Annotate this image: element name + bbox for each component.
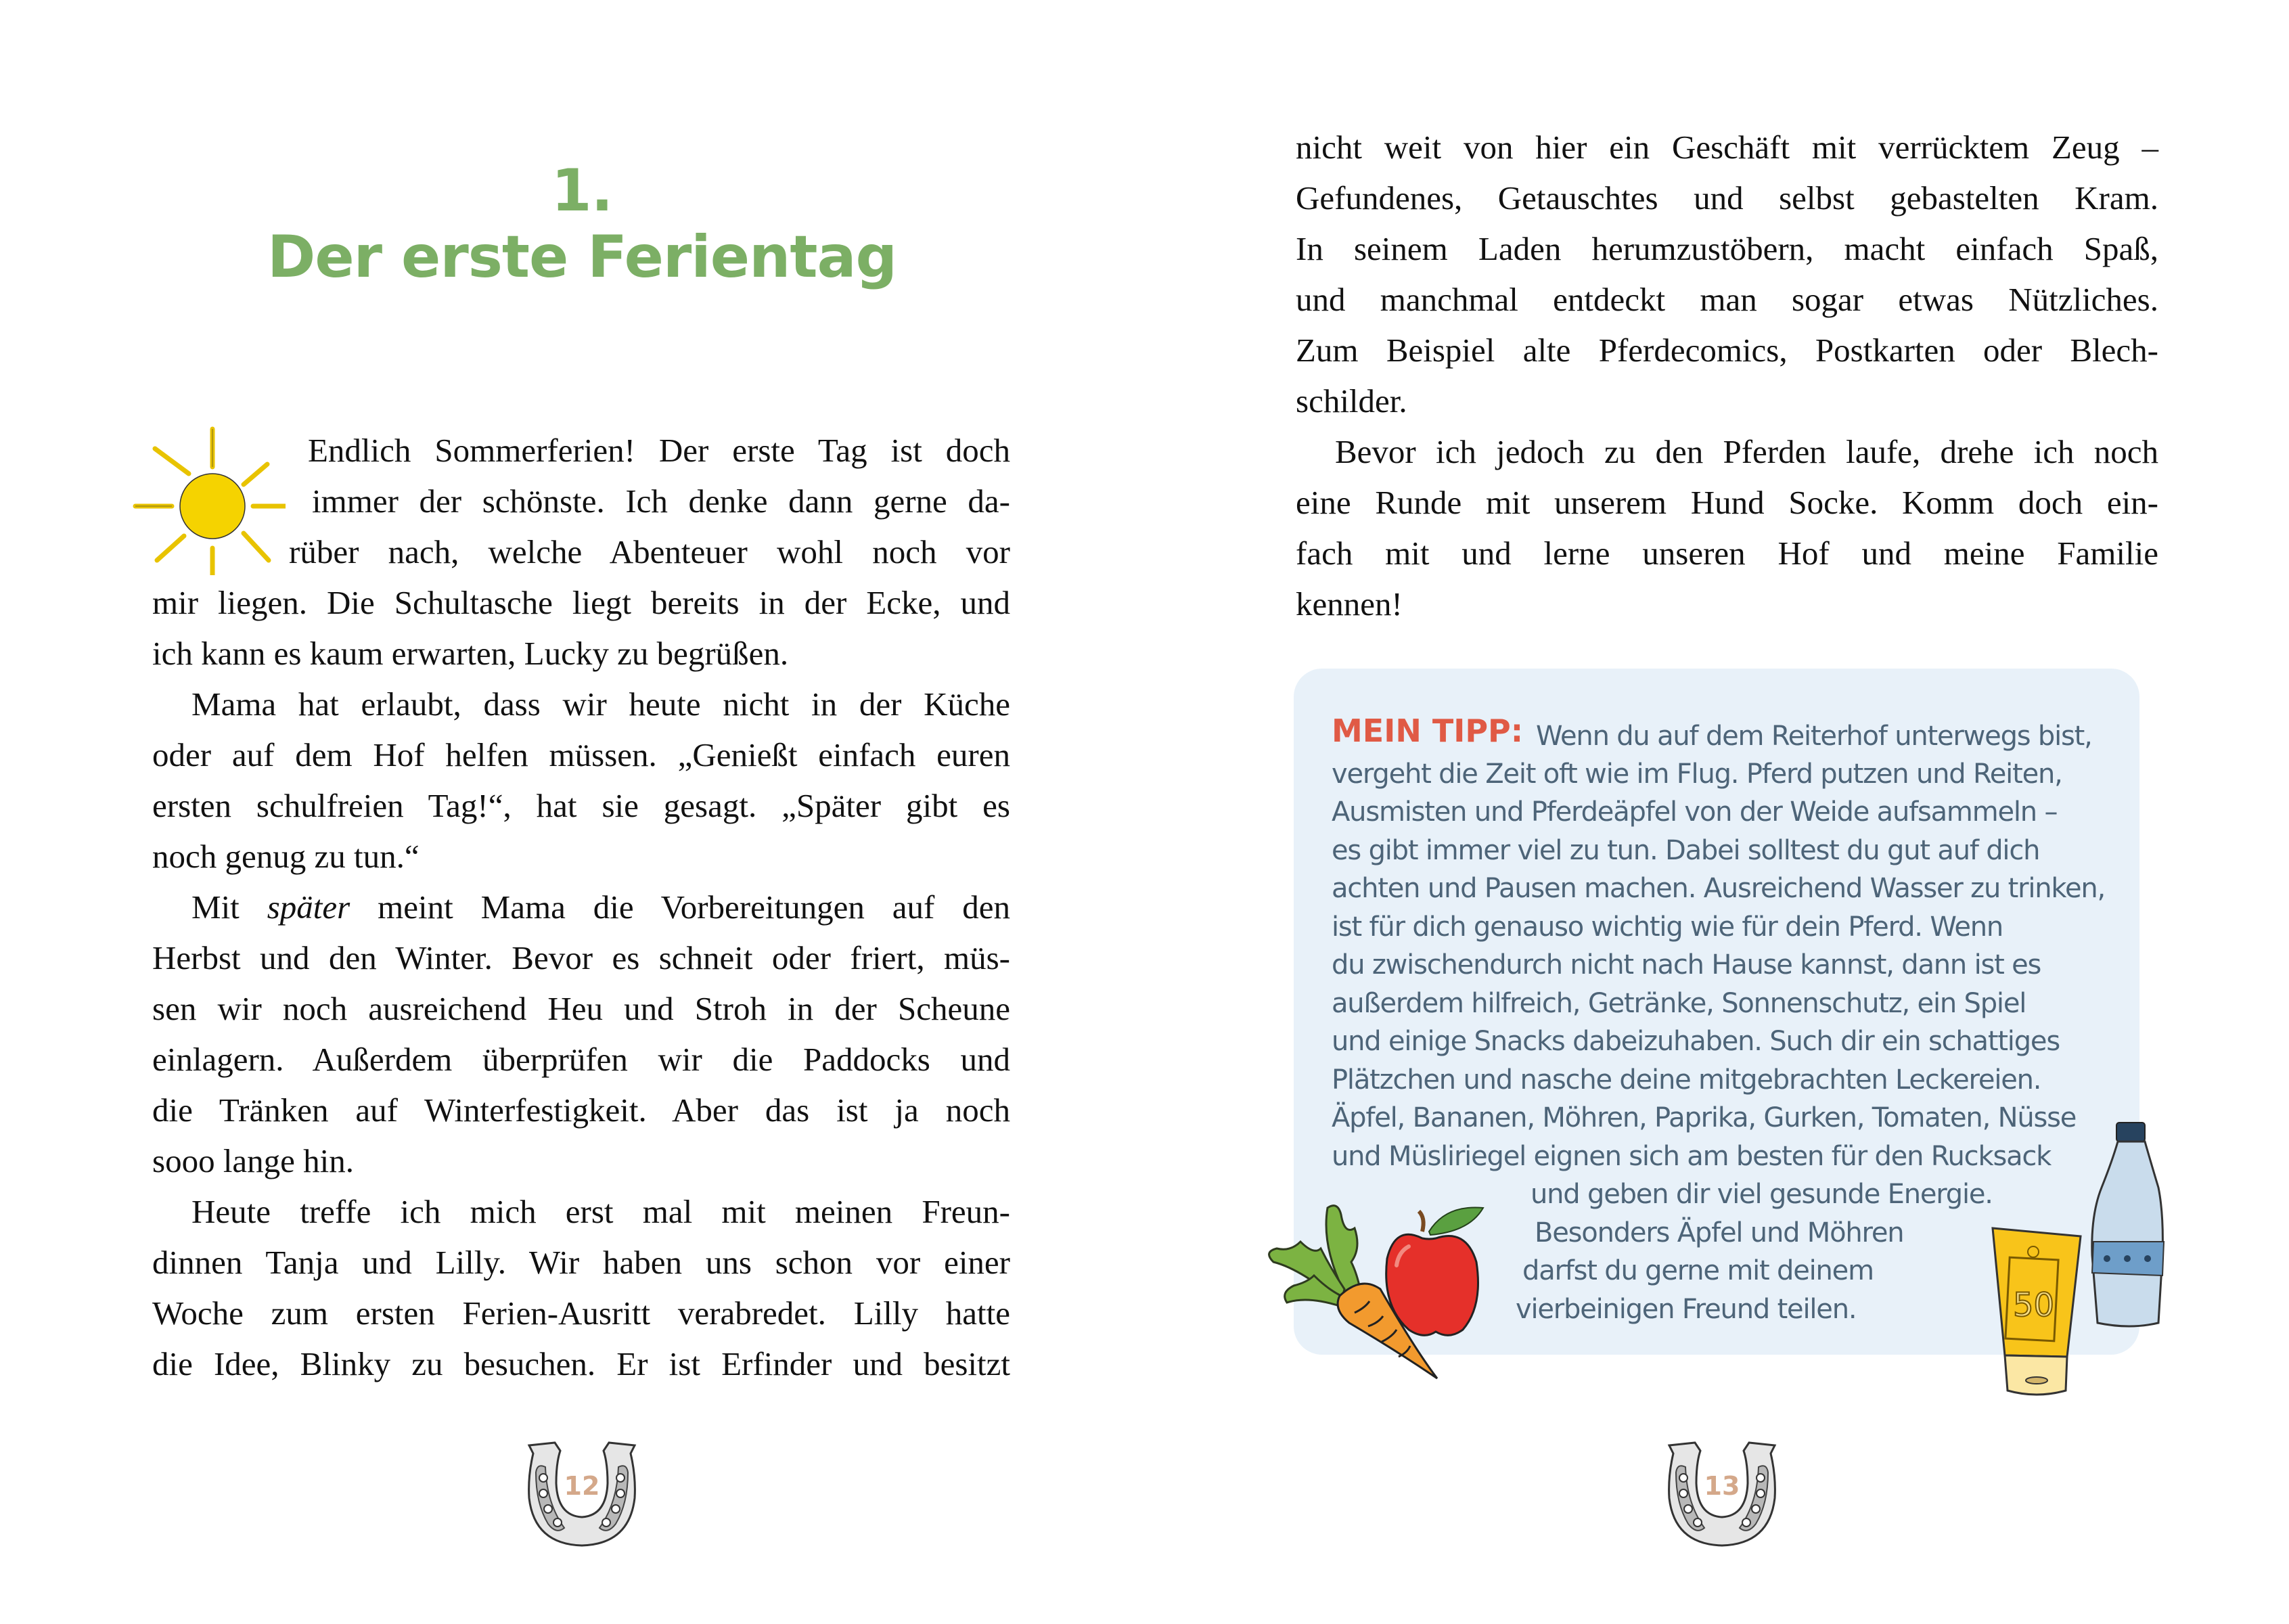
tip-line: darfst du gerne mit deinem xyxy=(1522,1255,1874,1286)
sunscreen-icon xyxy=(1986,1221,2087,1401)
text-line: Bevor ich jedoch zu den Pferden laufe, drehe ich noch xyxy=(1335,433,2158,470)
chapter-number: 1. xyxy=(551,157,613,225)
tip-line: und geben dir viel gesunde Energie. xyxy=(1531,1179,1993,1210)
chapter-title: Der erste Ferientag xyxy=(267,223,897,291)
tip-line: es gibt immer viel zu tun. Dabei solltest du gut auf dich xyxy=(1332,835,2040,866)
text-line: Mit später meint Mama die Vorbereitungen auf den xyxy=(191,888,1010,926)
emphasis: später xyxy=(267,888,350,926)
text-line: die Tränken auf Winterfestigkeit. Aber das ist ja noch xyxy=(152,1091,1010,1129)
text-line: nicht weit von hier ein Geschäft mit verrücktem Zeug – xyxy=(1296,129,2158,166)
tip-line: außerdem hilfreich, Getränke, Sonnenschutz, ein Spiel xyxy=(1332,988,2026,1019)
text-line: Herbst und den Winter. Bevor es schneit oder friert, müs- xyxy=(152,939,1010,976)
text-line: In seinem Laden herumzustöbern, macht einfach Spaß, xyxy=(1296,230,2158,267)
water-bottle-icon xyxy=(2083,1120,2171,1336)
text-line: Zum Beispiel alte Pferdecomics, Postkarten oder Blech- xyxy=(1296,332,2158,369)
tip-line: achten und Pausen machen. Ausreichend Wasser zu trinken, xyxy=(1332,873,2106,904)
text-line: und manchmal entdeckt man sogar etwas Nützliches. xyxy=(1296,281,2158,318)
text-line: ersten schulfreien Tag!“, hat sie gesagt. „Später gibt es xyxy=(152,787,1010,824)
text-line: fach mit und lerne unseren Hof und meine Familie xyxy=(1296,535,2158,572)
tip-line: ist für dich genauso wichtig wie für dein Pferd. Wenn xyxy=(1332,911,2003,943)
tip-line: du zwischendurch nicht nach Hause kannst, dann ist es xyxy=(1332,949,2041,980)
text-line: kennen! xyxy=(1296,585,1403,623)
text-line: eine Runde mit unserem Hund Socke. Komm doch ein- xyxy=(1296,484,2158,521)
tip-line: Wenn du auf dem Reiterhof unterwegs bist, xyxy=(1536,721,2092,752)
text-line: oder auf dem Hof helfen müssen. „Genießt einfach euren xyxy=(152,736,1010,773)
text-line: Mama hat erlaubt, dass wir heute nicht in der Küche xyxy=(191,685,1010,723)
text-line: ich kann es kaum erwarten, Lucky zu begrüßen. xyxy=(152,635,789,672)
text-line: mir liegen. Die Schultasche liegt bereits in der Ecke, und xyxy=(152,584,1010,621)
tip-line: Besonders Äpfel und Möhren xyxy=(1535,1217,1904,1248)
text-line: sooo lange hin. xyxy=(152,1142,355,1179)
body-text-right xyxy=(1296,122,2158,629)
page-number-badge-right xyxy=(1661,1436,1783,1551)
text-line: immer der schönste. Ich denke dann gerne da- xyxy=(312,482,1010,520)
apple-icon xyxy=(1382,1204,1517,1347)
tip-line: Plätzchen und nasche deine mitgebrachten Leckereien. xyxy=(1332,1064,2041,1096)
text-line: die Idee, Blinky zu besuchen. Er ist Erfinder und besitzt xyxy=(152,1345,1010,1382)
text-line: noch genug zu tun.“ xyxy=(152,838,420,875)
text-line: rüber nach, welche Abenteuer wohl noch vor xyxy=(289,533,1010,570)
tip-line: und Müsliriegel eignen sich am besten für den Rucksack xyxy=(1332,1141,2052,1172)
text-line: Endlich Sommerferien! Der erste Tag ist doch xyxy=(308,432,1010,469)
text-line: Woche zum ersten Ferien-Ausritt verabredet. Lilly hatte xyxy=(152,1294,1010,1332)
tip-line: und einige Snacks dabeizuhaben. Such dir ein schattiges xyxy=(1332,1026,2060,1057)
text-line: dinnen Tanja und Lilly. Wir haben uns schon vor einer xyxy=(152,1244,1010,1281)
tip-label: MEIN TIPP: xyxy=(1332,713,1524,749)
tip-line: Äpfel, Bananen, Möhren, Paprika, Gurken, Tomaten, Nüsse xyxy=(1332,1102,2077,1133)
text-line: Heute treffe ich mich erst mal mit meinen Freun- xyxy=(191,1193,1010,1230)
tip-line: vergeht die Zeit oft wie im Flug. Pferd putzen und Reiten, xyxy=(1332,759,2062,790)
page-number: 13 xyxy=(1704,1471,1740,1501)
text-line: sen wir noch ausreichend Heu und Stroh in der Scheune xyxy=(152,990,1010,1027)
text-line: Gefundenes, Getauschtes und selbst gebastelten Kram. xyxy=(1296,179,2158,217)
text-line: einlagern. Außerdem überprüfen wir die Paddocks und xyxy=(152,1041,1010,1078)
svg-text:50: 50 xyxy=(2013,1286,2055,1324)
tip-line: Ausmisten und Pferdeäpfel von der Weide aufsammeln – xyxy=(1332,796,2058,828)
tip-line: vierbeinigen Freund teilen. xyxy=(1516,1294,1857,1325)
text-line: schilder. xyxy=(1296,382,1407,420)
page-number: 12 xyxy=(564,1471,600,1501)
